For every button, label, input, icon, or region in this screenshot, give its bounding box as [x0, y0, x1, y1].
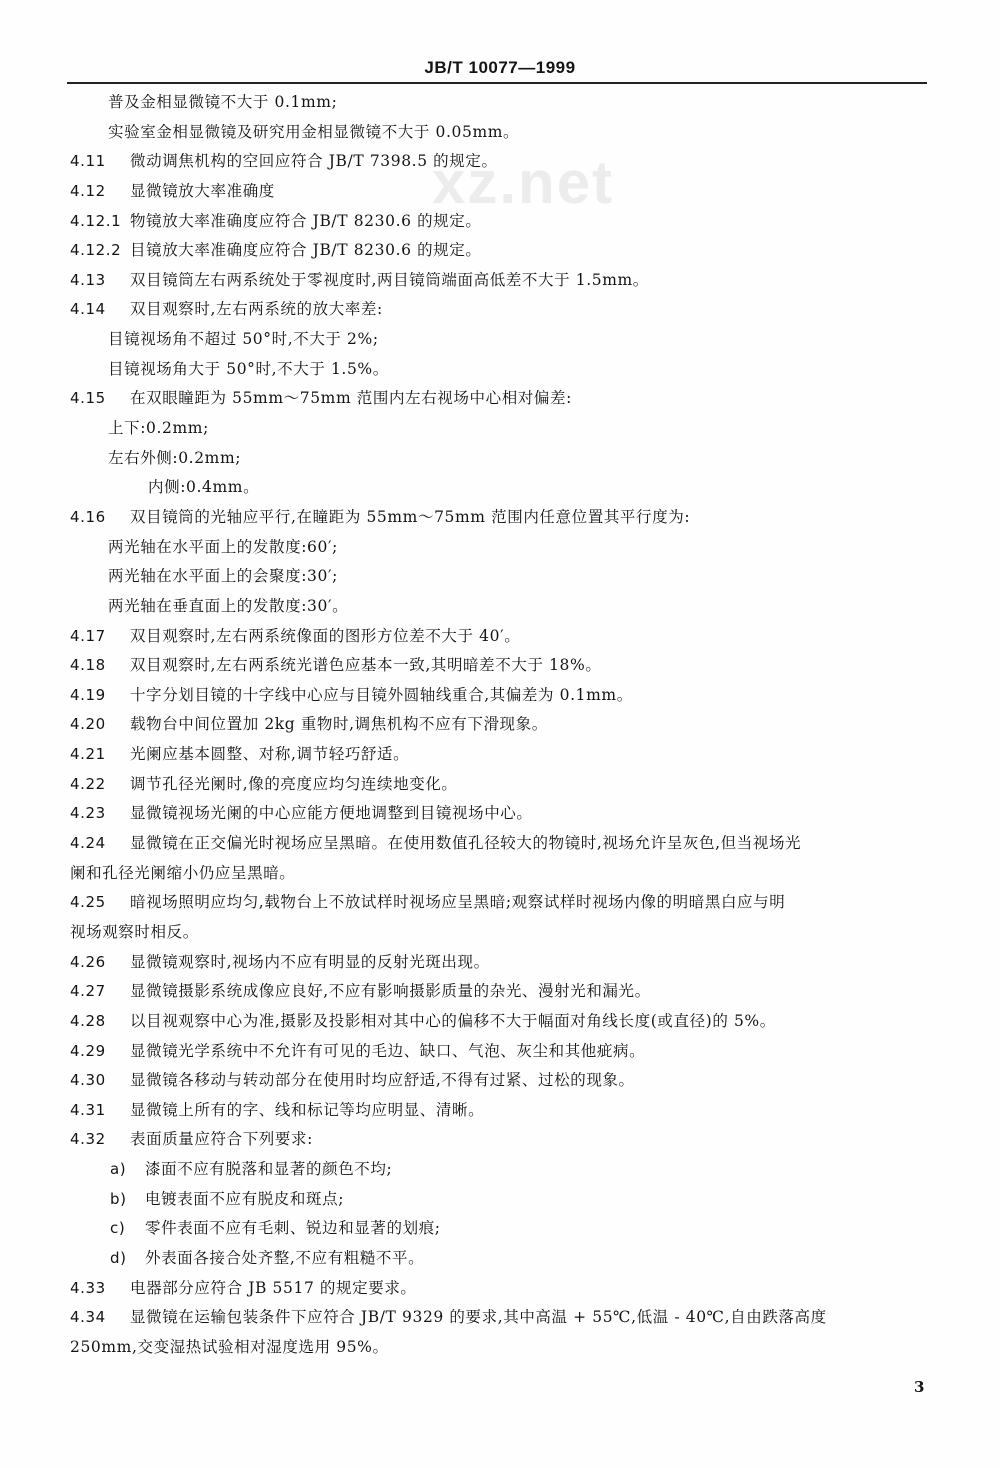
clause-number: 4.33	[70, 1278, 106, 1297]
clause-number: 4.25	[70, 893, 106, 912]
text-line	[0, 977, 1000, 1007]
clause-number: 4.15	[70, 389, 106, 408]
clause-number: 4.26	[70, 952, 106, 971]
text-line	[0, 236, 1000, 266]
clause-text: 显微镜摄影系统成像应良好,不应有影响摄影质量的杂光、漫射光和漏光。	[130, 982, 651, 1001]
clause-number: 4.17	[70, 626, 106, 645]
clause-number: 4.22	[70, 774, 106, 793]
clause-number: 4.28	[70, 1011, 106, 1030]
clause-text: 显微镜各移动与转动部分在使用时均应舒适,不得有过紧、过松的现象。	[130, 1071, 635, 1090]
clause-text: 上下:0.2mm;	[108, 419, 209, 438]
clause-text: 显微镜在正交偏光时视场应呈黑暗。在使用数值孔径较大的物镜时,视场允许呈灰色,但当视场光	[130, 834, 802, 853]
text-line	[0, 1214, 1000, 1244]
clause-text: 显微镜上所有的字、线和标记等均应明显、清晰。	[130, 1100, 485, 1119]
clause-text: 表面质量应符合下列要求:	[130, 1130, 313, 1149]
page-number: 3	[914, 1378, 925, 1396]
clause-text: 载物台中间位置加 2kg 重物时,调焦机构不应有下滑现象。	[130, 715, 548, 734]
clause-text: 双目观察时,左右两系统像面的图形方位差不大于 40′。	[130, 626, 521, 645]
clause-text: 两光轴在水平面上的发散度:60′;	[108, 537, 338, 556]
clause-number: 4.18	[70, 656, 106, 675]
clause-text: 暗视场照明应均匀,载物台上不放试样时视场应呈黑暗;观察试样时视场内像的明暗黑白应与明	[130, 893, 786, 912]
standard-code-header: JB/T 10077—1999	[424, 58, 576, 77]
text-line	[0, 1096, 1000, 1126]
clause-text: 250mm,交变湿热试验相对湿度选用 95%。	[70, 1337, 389, 1356]
text-line	[0, 710, 1000, 740]
clause-text: 零件表面不应有毛刺、锐边和显著的划痕;	[145, 1219, 441, 1238]
list-label: b)	[110, 1189, 127, 1208]
clause-number: 4.31	[70, 1100, 106, 1119]
clause-text: 以目视观察中心为准,摄影及投影相对其中心的偏移不大于幅面对角线长度(或直径)的 5%。	[130, 1011, 776, 1030]
list-label: c)	[110, 1219, 126, 1238]
clause-text: 微动调焦机构的空回应符合 JB/T 7398.5 的规定。	[130, 152, 498, 171]
clause-text: 十字分划目镜的十字线中心应与目镜外圆轴线重合,其偏差为 0.1mm。	[130, 685, 633, 704]
clause-text: 调节孔径光阑时,像的亮度应均匀连续地变化。	[130, 774, 458, 793]
clause-number: 4.14	[70, 300, 106, 319]
clause-number: 4.21	[70, 745, 106, 764]
clause-number: 4.23	[70, 804, 106, 823]
text-line	[0, 799, 1000, 829]
clause-number: 4.12.1	[70, 211, 122, 230]
text-line	[0, 562, 1000, 592]
list-label: d)	[110, 1248, 127, 1267]
text-line	[0, 118, 1000, 148]
header-rule	[67, 82, 927, 84]
text-line	[0, 444, 1000, 474]
clause-text: 漆面不应有脱落和显著的颜色不均;	[145, 1160, 393, 1179]
clause-text: 两光轴在垂直面上的发散度:30′。	[108, 596, 349, 615]
clause-number: 4.16	[70, 507, 106, 526]
text-line	[0, 147, 1000, 177]
clause-number: 4.12.2	[70, 241, 122, 260]
clause-text: 目镜放大率准确度应符合 JB/T 8230.6 的规定。	[130, 241, 482, 260]
text-line	[0, 592, 1000, 622]
clause-number: 4.29	[70, 1041, 106, 1060]
text-line	[0, 325, 1000, 355]
watermark: xz.net	[432, 149, 615, 216]
clause-text: 显微镜放大率准确度	[130, 181, 275, 200]
clause-text: 物镜放大率准确度应符合 JB/T 8230.6 的规定。	[130, 211, 482, 230]
text-line	[0, 948, 1000, 978]
clause-text: 实验室金相显微镜及研究用金相显微镜不大于 0.05mm。	[108, 122, 520, 141]
text-line	[0, 1007, 1000, 1037]
clause-text: 目镜视场角不超过 50°时,不大于 2%;	[108, 330, 379, 349]
clause-text: 目镜视场角大于 50°时,不大于 1.5%。	[108, 359, 389, 378]
clause-number: 4.30	[70, 1071, 106, 1090]
clause-text: 光阑应基本圆整、对称,调节轻巧舒适。	[130, 745, 410, 764]
text-line	[0, 177, 1000, 207]
text-line	[0, 740, 1000, 770]
text-line	[0, 681, 1000, 711]
text-line	[0, 770, 1000, 800]
text-line	[0, 1244, 1000, 1274]
clause-text: 视场观察时相反。	[70, 922, 199, 941]
text-line	[0, 1155, 1000, 1185]
text-line	[0, 622, 1000, 652]
clause-text: 两光轴在水平面上的会聚度:30′;	[108, 567, 338, 586]
clause-text: 双目观察时,左右两系统光谱色应基本一致,其明暗差不大于 18%。	[130, 656, 602, 675]
clause-text: 双目镜筒的光轴应平行,在瞳距为 55mm～75mm 范围内任意位置其平行度为:	[130, 507, 691, 526]
text-line	[0, 266, 1000, 296]
clause-text: 左右外侧:0.2mm;	[108, 448, 242, 467]
clause-number: 4.12	[70, 181, 106, 200]
list-label: a)	[110, 1160, 127, 1179]
text-line	[0, 207, 1000, 237]
text-line	[0, 1185, 1000, 1215]
clause-number: 4.20	[70, 715, 106, 734]
text-line	[0, 295, 1000, 325]
clause-number: 4.11	[70, 152, 106, 171]
clause-number: 4.32	[70, 1130, 106, 1149]
text-line	[0, 1274, 1000, 1304]
clause-text: 双目镜筒左右两系统处于零视度时,两目镜筒端面高低差不大于 1.5mm。	[130, 270, 649, 289]
text-line	[0, 503, 1000, 533]
clause-number: 4.27	[70, 982, 106, 1001]
text-line	[0, 859, 1000, 889]
text-line	[0, 829, 1000, 859]
clause-text: 普及金相显微镜不大于 0.1mm;	[108, 93, 338, 111]
text-line	[0, 533, 1000, 563]
clause-text: 电镀表面不应有脱皮和斑点;	[145, 1189, 345, 1208]
clause-text: 阑和孔径光阑缩小仍应呈黑暗。	[70, 863, 296, 882]
text-line	[0, 414, 1000, 444]
text-line	[0, 651, 1000, 681]
clause-number: 4.34	[70, 1308, 106, 1327]
clause-number: 4.19	[70, 685, 106, 704]
clause-text: 双目观察时,左右两系统的放大率差:	[130, 300, 383, 319]
document-body	[0, 88, 1000, 1363]
clause-text: 内侧:0.4mm。	[148, 478, 260, 497]
text-line	[0, 355, 1000, 385]
text-line	[0, 1303, 1000, 1333]
text-line	[0, 1066, 1000, 1096]
clause-number: 4.13	[70, 270, 106, 289]
clause-number: 4.24	[70, 834, 106, 853]
clause-text: 在双眼瞳距为 55mm～75mm 范围内左右视场中心相对偏差:	[130, 389, 572, 408]
text-line	[0, 384, 1000, 414]
clause-text: 显微镜观察时,视场内不应有明显的反射光斑出现。	[130, 952, 490, 971]
clause-text: 显微镜视场光阑的中心应能方便地调整到目镜视场中心。	[130, 804, 533, 823]
clause-text: 电器部分应符合 JB 5517 的规定要求。	[130, 1278, 417, 1297]
text-line	[0, 88, 1000, 118]
clause-text: 显微镜在运输包装条件下应符合 JB/T 9329 的要求,其中高温 + 55℃,低温 - 40℃,自由跌落高度	[130, 1308, 827, 1327]
text-line	[0, 1333, 1000, 1363]
clause-text: 外表面各接合处齐整,不应有粗糙不平。	[145, 1248, 425, 1267]
text-line	[0, 1037, 1000, 1067]
text-line	[0, 918, 1000, 948]
text-line	[0, 1125, 1000, 1155]
text-line	[0, 473, 1000, 503]
text-line	[0, 888, 1000, 918]
clause-text: 显微镜光学系统中不允许有可见的毛边、缺口、气泡、灰尘和其他疵病。	[130, 1041, 646, 1060]
